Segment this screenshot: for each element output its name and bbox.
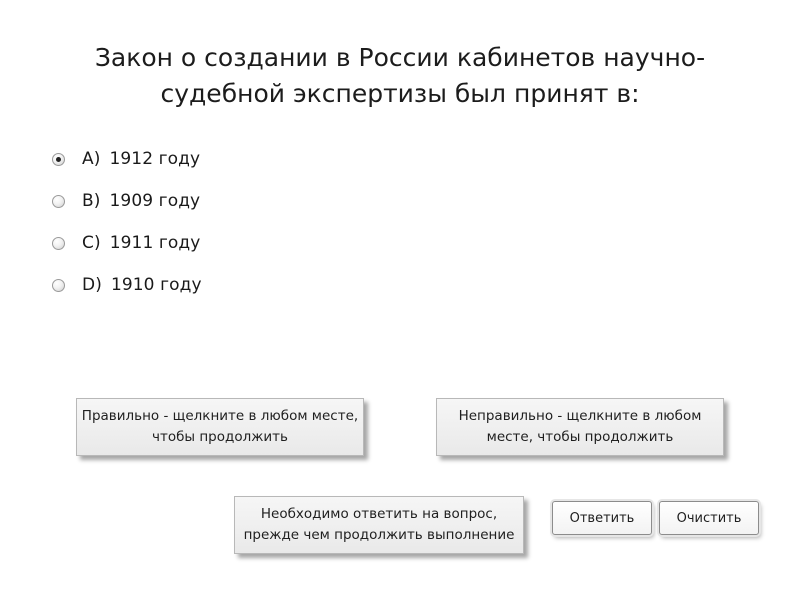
radio-b[interactable] xyxy=(52,195,65,208)
option-c-label: 1911 году xyxy=(109,233,201,253)
option-d-label: 1910 году xyxy=(110,275,202,295)
option-a-label: 1912 году xyxy=(109,149,201,169)
option-b-label: 1909 году xyxy=(109,191,201,211)
option-c[interactable] xyxy=(52,229,352,257)
submit-button[interactable]: Ответить xyxy=(552,501,652,535)
correct-feedback-box[interactable]: Правильно - щелкните в любом месте, чтобы продолжить xyxy=(76,398,364,456)
radio-selected-dot-icon xyxy=(56,157,61,162)
option-a-letter: A) xyxy=(82,149,101,169)
radio-d[interactable] xyxy=(52,279,65,292)
radio-c[interactable] xyxy=(52,237,65,250)
answer-required-box[interactable]: Необходимо ответить на вопрос, прежде чем продолжить выполнение xyxy=(234,496,524,554)
option-d-letter: D) xyxy=(82,275,102,295)
incorrect-feedback-box[interactable]: Неправильно - щелкните в любом месте, чтобы продолжить xyxy=(436,398,724,456)
option-c-letter: C) xyxy=(82,233,101,253)
radio-a[interactable] xyxy=(52,153,65,166)
option-b[interactable] xyxy=(52,187,352,215)
question-text: Закон о создании в России кабинетов научно- судебной экспертизы был принят в: xyxy=(94,43,706,108)
option-b-letter: B) xyxy=(82,191,101,211)
clear-button[interactable]: Очистить xyxy=(659,501,759,535)
option-a[interactable] xyxy=(52,145,352,173)
option-d[interactable] xyxy=(52,271,352,299)
